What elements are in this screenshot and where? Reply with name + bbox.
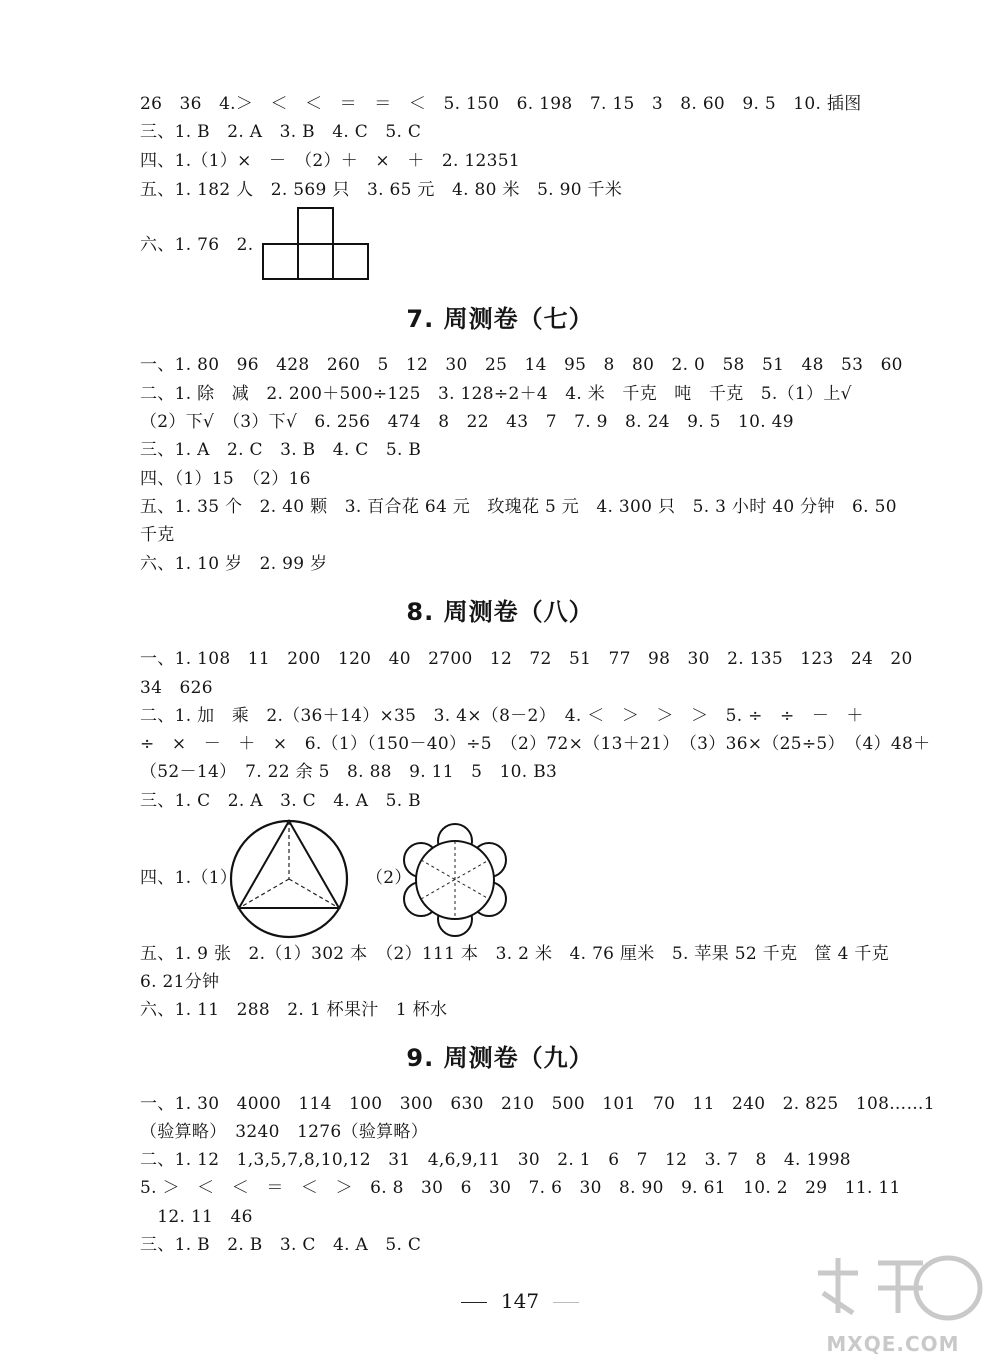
watermark-icon [798, 1248, 988, 1328]
section-title: 9. 周测卷（九） [406, 1044, 594, 1072]
answer-line: 6. 21分钟 [140, 972, 220, 992]
answer-line: 三、1. B 2. B 3. C 4. A 5. C [140, 1235, 422, 1255]
watermark-text: MXQE.COM [826, 1332, 960, 1356]
answer-line: 一、1. 30 4000 114 100 300 630 210 500 101 70 11 240 2. 825 108……1 [140, 1094, 935, 1114]
answer-line: 三、1. A 2. C 3. B 4. C 5. B [140, 440, 422, 460]
answer-line: 五、1. 182 人 2. 569 只 3. 65 元 4. 80 米 5. 90 千米 [140, 180, 623, 200]
answer-line: 二、1. 除 减 2. 200＋500÷125 3. 128÷2＋4 4. 米 千克 吨 千克 5.（1）上√ [140, 384, 852, 404]
answer-line: 34 626 [140, 678, 213, 698]
circle-triangle-figure [226, 816, 352, 942]
figure-label: （2） [366, 868, 412, 888]
answer-line: 二、1. 加 乘 2.（36＋14）×35 3. 4×（8－2） 4. ＜ ＞ ＞ ＞ 5. ÷ ÷ － ＋ [140, 706, 864, 726]
answer-line: 一、1. 80 96 428 260 5 12 30 25 14 95 8 80 2. 0 58 51 48 53 60 [140, 355, 903, 375]
answer-line: 26 36 4.＞ ＜ ＜ ＝ ＝ ＜ 5. 150 6. 198 7. 15 3 8. 60 9. 5 10. 插图 [140, 94, 862, 114]
answer-line: 12. 11 46 [140, 1207, 253, 1227]
answer-line: 四、1.（1）× － （2）＋ × ＋ 2. 12351 [140, 151, 520, 171]
answer-line: ÷ × － ＋ × 6.（1）（150－40）÷5 （2）72×（13＋21） （3）36×（25÷5） （4）48＋ [140, 734, 931, 754]
section-title: 8. 周测卷（八） [406, 598, 594, 626]
answer-line: 二、1. 12 1,3,5,7,8,10,12 31 4,6,9,11 30 2. 1 6 7 12 3. 7 8 4. 1998 [140, 1150, 851, 1170]
answer-line: 六、1. 76 2. [140, 235, 254, 255]
page-number-text: 147 [500, 1289, 540, 1313]
answer-line: 五、1. 35 个 2. 40 颗 3. 百合花 64 元 玫瑰花 5 元 4. 300 只 5. 3 小时 40 分钟 6. 50 [140, 497, 897, 517]
answer-line: 三、1. B 2. A 3. B 4. C 5. C [140, 122, 422, 142]
answer-line: （验算略） 3240 1276（验算略） [140, 1122, 429, 1142]
page-number-dash [553, 1302, 579, 1303]
box-net-figure [262, 206, 372, 282]
flower-figure [394, 822, 516, 938]
page-number-dash [461, 1302, 487, 1303]
section-title: 7. 周测卷（七） [406, 305, 594, 333]
answer-line: （2）下√ （3）下√ 6. 256 474 8 22 43 7 7. 9 8. 24 9. 5 10. 49 [140, 412, 794, 432]
answer-line: 三、1. C 2. A 3. C 4. A 5. B [140, 791, 421, 811]
answer-line: 千克 [140, 525, 175, 545]
answer-line: 四、（1）15 （2）16 [140, 469, 311, 489]
page-number [420, 1288, 620, 1314]
watermark-logo [798, 1248, 988, 1358]
answer-line: 六、1. 10 岁 2. 99 岁 [140, 554, 328, 574]
answer-line: 五、1. 9 张 2.（1）302 本 （2）111 本 3. 2 米 4. 76 厘米 5. 苹果 52 千克 筐 4 千克 [140, 944, 889, 964]
answer-line: 一、1. 108 11 200 120 40 2700 12 72 51 77 98 30 2. 135 123 24 20 [140, 649, 913, 669]
answer-line: 六、1. 11 288 2. 1 杯果汁 1 杯水 [140, 1000, 448, 1020]
figure-label: 四、1.（1） [140, 868, 238, 888]
answer-line: （52－14） 7. 22 余 5 8. 88 9. 11 5 10. B3 [140, 762, 558, 782]
answer-line: 5. ＞ ＜ ＜ ＝ ＜ ＞ 6. 8 30 6 30 7. 6 30 8. 90 9. 61 10. 2 29 11. 11 [140, 1178, 901, 1198]
